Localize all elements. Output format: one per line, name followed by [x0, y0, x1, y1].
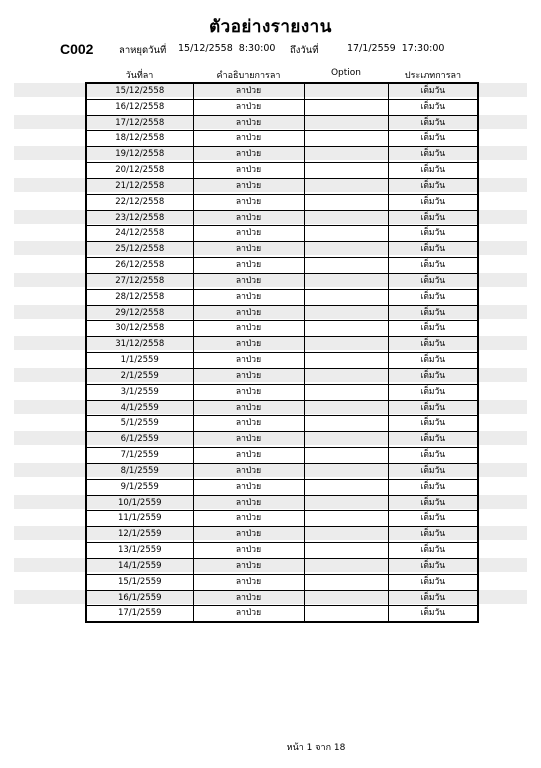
type-cell: เต็มวัน	[388, 337, 478, 353]
option-cell	[304, 258, 388, 274]
option-cell	[304, 163, 388, 179]
description-cell: ลาป่วย	[193, 258, 304, 274]
option-cell	[304, 226, 388, 242]
type-cell: เต็มวัน	[388, 368, 478, 384]
date-cell: 15/12/2558	[86, 83, 193, 99]
description-cell: ลาป่วย	[193, 543, 304, 559]
description-cell: ลาป่วย	[193, 574, 304, 590]
description-cell: ลาป่วย	[193, 337, 304, 353]
table-row	[86, 226, 478, 242]
description-cell: ลาป่วย	[193, 590, 304, 606]
option-cell	[304, 131, 388, 147]
table-row	[86, 305, 478, 321]
date-cell: 5/1/2559	[86, 416, 193, 432]
type-cell: เต็มวัน	[388, 574, 478, 590]
date-cell: 28/12/2558	[86, 289, 193, 305]
date-cell: 31/12/2558	[86, 337, 193, 353]
option-cell	[304, 543, 388, 559]
description-cell: ลาป่วย	[193, 321, 304, 337]
description-cell: ลาป่วย	[193, 242, 304, 258]
option-cell	[304, 527, 388, 543]
description-cell: ลาป่วย	[193, 273, 304, 289]
date-cell: 1/1/2559	[86, 353, 193, 369]
date-cell: 11/1/2559	[86, 511, 193, 527]
type-cell: เต็มวัน	[388, 384, 478, 400]
type-cell: เต็มวัน	[388, 558, 478, 574]
description-cell: ลาป่วย	[193, 163, 304, 179]
type-cell: เต็มวัน	[388, 416, 478, 432]
date-cell: 22/12/2558	[86, 194, 193, 210]
report-title: ตัวอย่างรายงาน	[209, 17, 332, 37]
date-cell: 17/1/2559	[86, 606, 193, 622]
date-cell: 15/1/2559	[86, 574, 193, 590]
table-row	[86, 321, 478, 337]
option-cell	[304, 400, 388, 416]
type-cell: เต็มวัน	[388, 590, 478, 606]
description-cell: ลาป่วย	[193, 226, 304, 242]
table-row	[86, 337, 478, 353]
table-row	[86, 558, 478, 574]
option-cell	[304, 432, 388, 448]
option-cell	[304, 574, 388, 590]
date-cell: 24/12/2558	[86, 226, 193, 242]
type-cell: เต็มวัน	[388, 511, 478, 527]
table-row	[86, 384, 478, 400]
option-cell	[304, 590, 388, 606]
table-row	[86, 574, 478, 590]
table-row	[86, 432, 478, 448]
option-cell	[304, 606, 388, 622]
option-cell	[304, 384, 388, 400]
table-row	[86, 258, 478, 274]
type-cell: เต็มวัน	[388, 99, 478, 115]
column-header-date: วันที่ลา	[125, 71, 154, 81]
table-row	[86, 416, 478, 432]
description-cell: ลาป่วย	[193, 527, 304, 543]
date-cell: 13/1/2559	[86, 543, 193, 559]
description-cell: ลาป่วย	[193, 147, 304, 163]
date-cell: 26/12/2558	[86, 258, 193, 274]
option-cell	[304, 479, 388, 495]
option-cell	[304, 353, 388, 369]
type-cell: เต็มวัน	[388, 115, 478, 131]
table-row	[86, 400, 478, 416]
option-cell	[304, 463, 388, 479]
table-row	[86, 353, 478, 369]
to-value: 17/1/2559 17:30:00	[347, 43, 445, 54]
date-cell: 4/1/2559	[86, 400, 193, 416]
description-cell: ลาป่วย	[193, 305, 304, 321]
type-cell: เต็มวัน	[388, 194, 478, 210]
date-cell: 10/1/2559	[86, 495, 193, 511]
date-cell: 29/12/2558	[86, 305, 193, 321]
description-cell: ลาป่วย	[193, 194, 304, 210]
description-cell: ลาป่วย	[193, 368, 304, 384]
type-cell: เต็มวัน	[388, 289, 478, 305]
description-cell: ลาป่วย	[193, 289, 304, 305]
table-row	[86, 163, 478, 179]
type-cell: เต็มวัน	[388, 606, 478, 622]
type-cell: เต็มวัน	[388, 527, 478, 543]
date-cell: 3/1/2559	[86, 384, 193, 400]
description-cell: ลาป่วย	[193, 416, 304, 432]
leave-table	[85, 82, 479, 623]
option-cell	[304, 210, 388, 226]
option-cell	[304, 289, 388, 305]
date-cell: 16/12/2558	[86, 99, 193, 115]
type-cell: เต็มวัน	[388, 258, 478, 274]
description-cell: ลาป่วย	[193, 115, 304, 131]
option-cell	[304, 495, 388, 511]
description-cell: ลาป่วย	[193, 384, 304, 400]
date-cell: 20/12/2558	[86, 163, 193, 179]
table-row	[86, 99, 478, 115]
description-cell: ลาป่วย	[193, 83, 304, 99]
option-cell	[304, 511, 388, 527]
option-cell	[304, 416, 388, 432]
date-cell: 12/1/2559	[86, 527, 193, 543]
table-row	[86, 543, 478, 559]
description-cell: ลาป่วย	[193, 99, 304, 115]
table-row	[86, 495, 478, 511]
option-cell	[304, 337, 388, 353]
type-cell: เต็มวัน	[388, 273, 478, 289]
type-cell: เต็มวัน	[388, 448, 478, 464]
page-number: หน้า 1 จาก 18	[286, 743, 346, 753]
date-cell: 14/1/2559	[86, 558, 193, 574]
date-cell: 25/12/2558	[86, 242, 193, 258]
table-row	[86, 527, 478, 543]
table-row	[86, 511, 478, 527]
type-cell: เต็มวัน	[388, 543, 478, 559]
type-cell: เต็มวัน	[388, 400, 478, 416]
from-label: ลาหยุดวันที่	[119, 45, 167, 56]
date-cell: 27/12/2558	[86, 273, 193, 289]
description-cell: ลาป่วย	[193, 178, 304, 194]
option-cell	[304, 99, 388, 115]
type-cell: เต็มวัน	[388, 131, 478, 147]
table-row	[86, 448, 478, 464]
from-value: 15/12/2558 8:30:00	[178, 43, 276, 54]
to-label: ถึงวันที่	[290, 45, 319, 56]
date-cell: 2/1/2559	[86, 368, 193, 384]
type-cell: เต็มวัน	[388, 83, 478, 99]
description-cell: ลาป่วย	[193, 558, 304, 574]
employee-code: C002	[60, 41, 94, 57]
type-cell: เต็มวัน	[388, 432, 478, 448]
date-cell: 21/12/2558	[86, 178, 193, 194]
option-cell	[304, 178, 388, 194]
table-row	[86, 242, 478, 258]
type-cell: เต็มวัน	[388, 242, 478, 258]
date-cell: 7/1/2559	[86, 448, 193, 464]
description-cell: ลาป่วย	[193, 353, 304, 369]
date-cell: 8/1/2559	[86, 463, 193, 479]
table-row	[86, 194, 478, 210]
description-cell: ลาป่วย	[193, 495, 304, 511]
table-row	[86, 210, 478, 226]
column-header-description: คำอธิบายการลา	[216, 71, 281, 81]
option-cell	[304, 242, 388, 258]
option-cell	[304, 115, 388, 131]
table-row	[86, 479, 478, 495]
date-cell: 6/1/2559	[86, 432, 193, 448]
option-cell	[304, 558, 388, 574]
table-row	[86, 463, 478, 479]
option-cell	[304, 147, 388, 163]
date-cell: 18/12/2558	[86, 131, 193, 147]
option-cell	[304, 83, 388, 99]
option-cell	[304, 368, 388, 384]
date-cell: 19/12/2558	[86, 147, 193, 163]
table-row	[86, 83, 478, 99]
description-cell: ลาป่วย	[193, 606, 304, 622]
description-cell: ลาป่วย	[193, 432, 304, 448]
type-cell: เต็มวัน	[388, 178, 478, 194]
type-cell: เต็มวัน	[388, 305, 478, 321]
table-row	[86, 590, 478, 606]
table-row	[86, 147, 478, 163]
table-row	[86, 273, 478, 289]
type-cell: เต็มวัน	[388, 321, 478, 337]
table-row	[86, 131, 478, 147]
table-row	[86, 115, 478, 131]
option-cell	[304, 194, 388, 210]
type-cell: เต็มวัน	[388, 479, 478, 495]
type-cell: เต็มวัน	[388, 495, 478, 511]
date-cell: 17/12/2558	[86, 115, 193, 131]
description-cell: ลาป่วย	[193, 210, 304, 226]
type-cell: เต็มวัน	[388, 163, 478, 179]
table-row	[86, 368, 478, 384]
date-cell: 30/12/2558	[86, 321, 193, 337]
option-cell	[304, 321, 388, 337]
type-cell: เต็มวัน	[388, 210, 478, 226]
description-cell: ลาป่วย	[193, 479, 304, 495]
type-cell: เต็มวัน	[388, 353, 478, 369]
column-header-type: ประเภทการลา	[404, 71, 462, 81]
column-header-option: Option	[330, 68, 362, 78]
date-cell: 16/1/2559	[86, 590, 193, 606]
type-cell: เต็มวัน	[388, 463, 478, 479]
description-cell: ลาป่วย	[193, 131, 304, 147]
table-row	[86, 178, 478, 194]
table-row	[86, 606, 478, 622]
description-cell: ลาป่วย	[193, 448, 304, 464]
description-cell: ลาป่วย	[193, 463, 304, 479]
date-cell: 23/12/2558	[86, 210, 193, 226]
option-cell	[304, 273, 388, 289]
type-cell: เต็มวัน	[388, 226, 478, 242]
description-cell: ลาป่วย	[193, 511, 304, 527]
option-cell	[304, 448, 388, 464]
date-cell: 9/1/2559	[86, 479, 193, 495]
table-row	[86, 289, 478, 305]
description-cell: ลาป่วย	[193, 400, 304, 416]
type-cell: เต็มวัน	[388, 147, 478, 163]
option-cell	[304, 305, 388, 321]
